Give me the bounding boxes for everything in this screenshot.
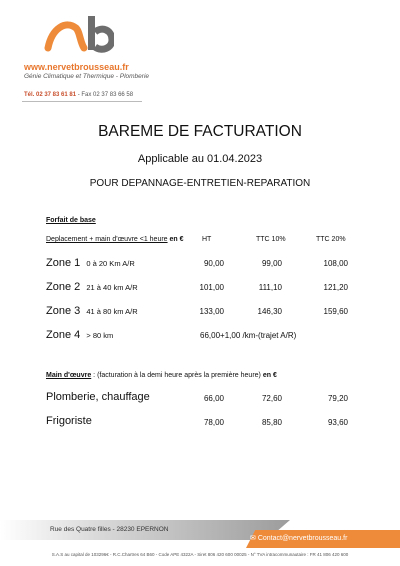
zone-row: [46, 257, 135, 269]
col-ttc20-header: TTC 20%: [316, 236, 346, 243]
phone-fax: [24, 92, 133, 98]
labor-ht: 78,00: [203, 418, 224, 427]
zone-row: [46, 329, 113, 341]
header-divider: [22, 101, 142, 102]
forfait-label-text: Deplacement + main d'œuvre <1 heure: [46, 236, 168, 243]
labor-ttc20: 79,20: [327, 394, 348, 403]
footer-address: Rue des Quatre filles - 28230 EPERNON: [50, 526, 169, 533]
labor-name: Plomberie, chauffage: [46, 391, 150, 403]
applicable-date: Applicable au 01.04.2023: [137, 153, 263, 165]
scope-text: POUR DEPANNAGE-ENTRETIEN-REPARATION: [89, 178, 311, 189]
phone-number: Tél. 02 37 83 61 81: [24, 92, 77, 98]
zone4-price: 66,00+1,00 /km-(trajet A/R): [200, 331, 297, 340]
zone-row: [46, 305, 138, 317]
zone-ttc10: 99,00: [261, 259, 282, 268]
zone-ht: 101,00: [199, 283, 224, 292]
main-oeuvre-heading: [46, 372, 277, 379]
zone-row: [46, 281, 138, 293]
zone-ht: 90,00: [203, 259, 224, 268]
mail-icon: ✉: [250, 535, 256, 542]
labor-name: Frigoriste: [46, 415, 92, 427]
zone-range: 41 à 80 km A/R: [86, 307, 138, 316]
labor-ttc10: 85,80: [261, 418, 282, 427]
contact-email: Contact@nervetbrousseau.fr: [257, 535, 348, 542]
forfait-unit: en €: [169, 236, 184, 243]
zone-name: Zone 4: [46, 329, 81, 341]
labor-ttc10: 72,60: [261, 394, 282, 403]
zone-name: Zone 3: [46, 305, 81, 317]
page-title: BAREME DE FACTURATION: [98, 123, 302, 140]
labor-ht: 66,00: [203, 394, 224, 403]
footer-contact: [250, 534, 347, 542]
zone-range: 21 à 40 km A/R: [86, 283, 138, 292]
zone-range: 0 à 20 Km A/R: [86, 259, 135, 268]
company-subtitle: Génie Climatique et Thermique - Plomberie: [24, 73, 149, 80]
col-ht-header: HT: [202, 236, 212, 243]
zone-range: > 80 km: [86, 331, 114, 340]
col-ttc10-header: TTC 10%: [256, 236, 286, 243]
forfait-heading: Forfait de base: [46, 217, 96, 224]
labor-ttc20: 93,60: [327, 418, 348, 427]
zone-ht: 133,00: [199, 307, 224, 316]
website-text: www.nervetbrousseau.fr: [24, 62, 129, 72]
fax-number: - Fax 02 37 83 66 58: [76, 92, 134, 98]
zone-name: Zone 1: [46, 257, 81, 269]
zone-ttc20: 121,20: [323, 283, 348, 292]
zone-ttc10: 111,10: [258, 283, 282, 292]
zone-ttc20: 159,60: [323, 307, 348, 316]
zone-ttc10: 146,30: [257, 307, 282, 316]
company-logo: [44, 14, 114, 54]
main-oeuvre-unit: en €: [262, 372, 277, 379]
forfait-row-label: [46, 236, 184, 243]
main-oeuvre-label: Main d'œuvre: [46, 372, 92, 379]
zone-name: Zone 2: [46, 281, 81, 293]
footer-legal: S.A.S au capital de 103296€ - R.C.Chartres 64 B60 - Code APE 4322A - Siret 806 420 600 00025 - N° TVA intracommunautaire : FR 41 806 420 600: [51, 552, 349, 557]
zone-ttc20: 108,00: [323, 259, 348, 268]
main-oeuvre-note: : (facturation à la demi heure après la première heure): [91, 372, 261, 379]
